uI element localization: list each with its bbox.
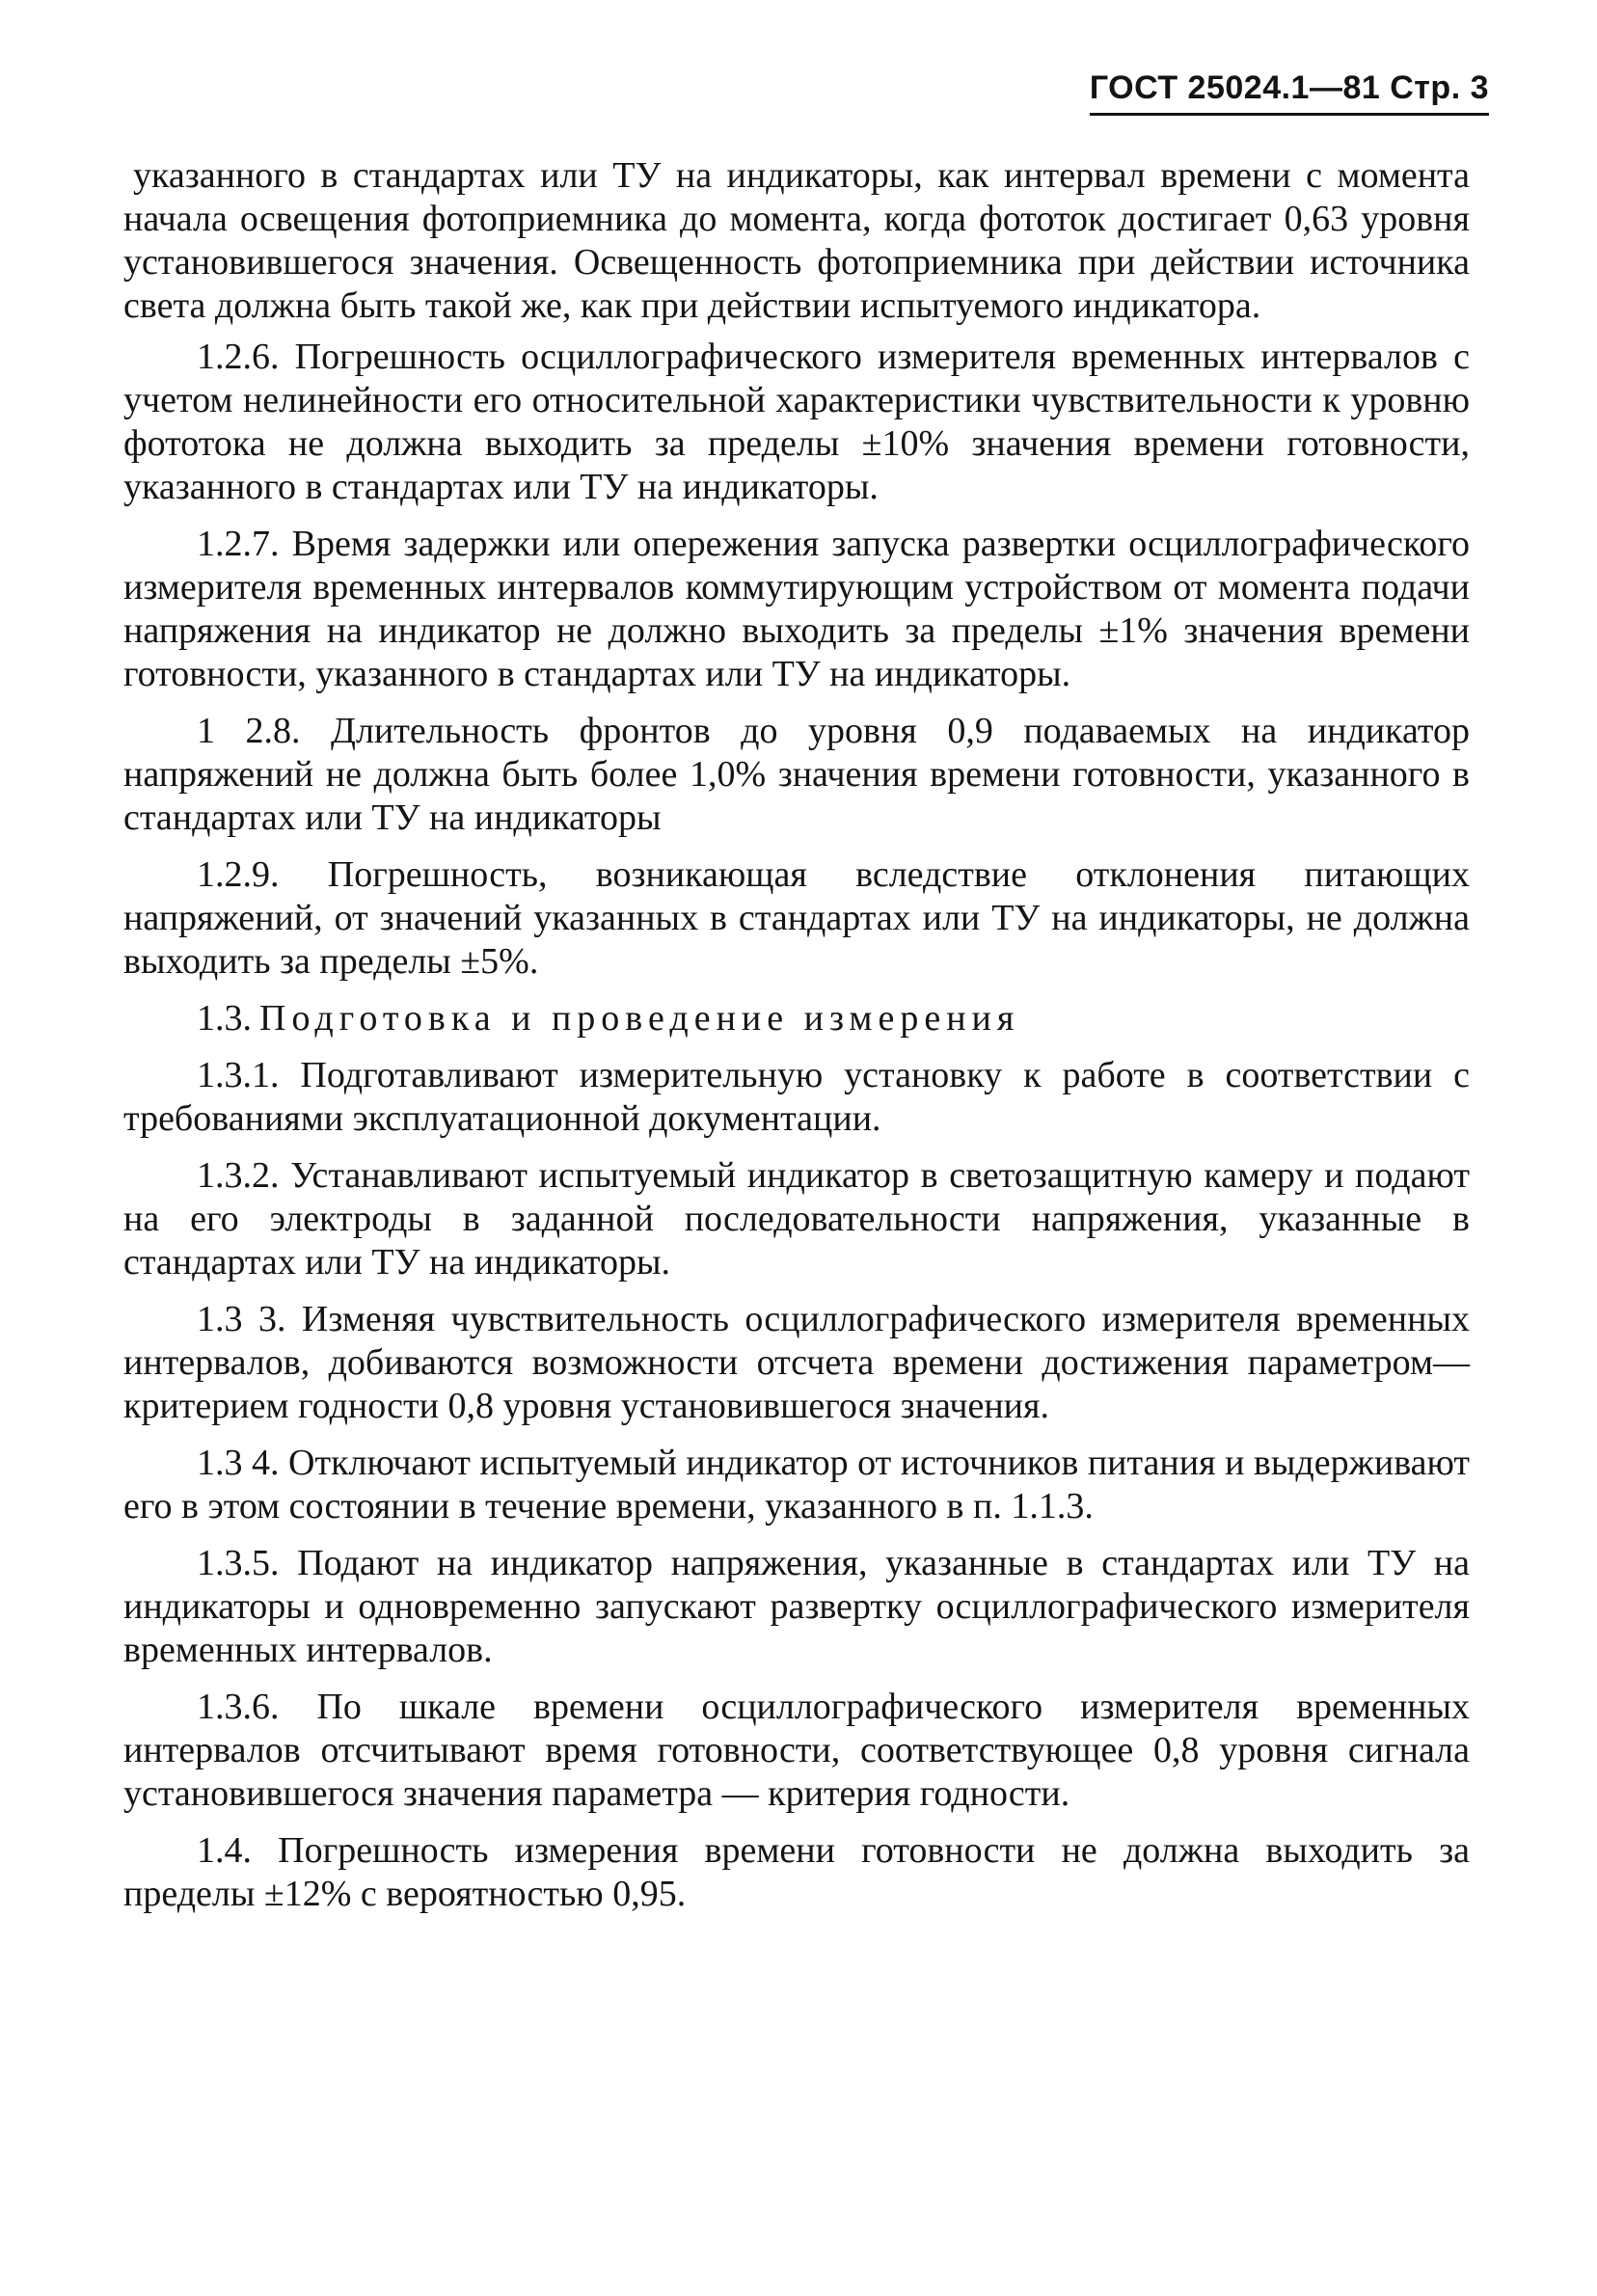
paragraph-1-3-6: 1.3.6. По шкале времени осциллографического измерителя временных интервалов отсчитывают время готовности, соответствующее 0,8 уровня сигнала установившегося значения параметра — критерия годности. (123, 1687, 1470, 1814)
paragraph-1-3-2: 1.3.2. Устанавливают испытуемый индикатор в светозащитную камеру и подают на его электроды в заданной последовательности напряжения, указанные в стандартах или ТУ на индикаторы. (123, 1155, 1470, 1283)
section-title: Подготовка и проведение измерения (259, 998, 1020, 1039)
paragraph-1-3-5: 1.3.5. Подают на индикатор напряжения, указанные в стандартах или ТУ на индикаторы и одновременно запускают развертку осциллографического измерителя временных интервалов. (123, 1543, 1470, 1670)
paragraph-continuation: указанного в стандартах или ТУ на индикаторы, как интервал времени с момента начала освещения фотоприемника до момента, когда фототок достигает 0,63 уровня установившегося значения. Освещенность фотоприемника при действии источника света должна быть такой же, как при действии испытуемого индикатора. (123, 155, 1470, 326)
paragraph-1-2-7: 1.2.7. Время задержки или опережения запуска развертки осциллографического измерителя временных интервалов коммутирующим устройством от момента подачи напряжения на индикатор не должно выходить за пределы ±1% значения времени готовности, указанного в стандартах или ТУ на индикаторы. (123, 524, 1470, 694)
paragraph-1-2-8: 1 2.8. Длительность фронтов до уровня 0,9 подаваемых на индикатор напряжений не должна быть более 1,0% значения времени готовности, указанного в стандартах или ТУ на индикаторы (123, 711, 1470, 838)
paragraph-1-2-9: 1.2.9. Погрешность, возникающая вследствие отклонения питающих напряжений, от значений указанных в стандартах или ТУ на индикаторы, не должна выходить за пределы ±5%. (123, 854, 1470, 982)
paragraph-1-3-3: 1.3 3. Изменяя чувствительность осциллографического измерителя временных интервалов, добиваются возможности отсчета времени достижения параметром—критерием годности 0,8 уровня установившегося значения. (123, 1299, 1470, 1426)
page-header: ГОСТ 25024.1—81 Стр. 3 (1090, 69, 1489, 116)
section-number: 1.3. (197, 998, 252, 1039)
paragraph-1-2-6: 1.2.6. Погрешность осциллографического измерителя временных интервалов с учетом нелинейности его относительной характеристики чувствительности к уровню фототока не должна выходить за пределы ±10% значения времени готовности, указанного в стандартах или ТУ на индикаторы. (123, 337, 1470, 507)
paragraph-1-4: 1.4. Погрешность измерения времени готовности не должна выходить за пределы ±12% с вероятностью 0,95. (123, 1830, 1470, 1914)
paragraph-1-3-4: 1.3 4. Отключают испытуемый индикатор от источников питания и выдерживают его в этом состоянии в течение времени, указанного в п. 1.1.3. (123, 1443, 1470, 1526)
paragraph-1-3-1: 1.3.1. Подготавливают измерительную установку к работе в соответствии с требованиями эксплуатационной документации. (123, 1055, 1470, 1139)
document-body (123, 154, 1470, 1930)
section-heading (123, 997, 1470, 1040)
